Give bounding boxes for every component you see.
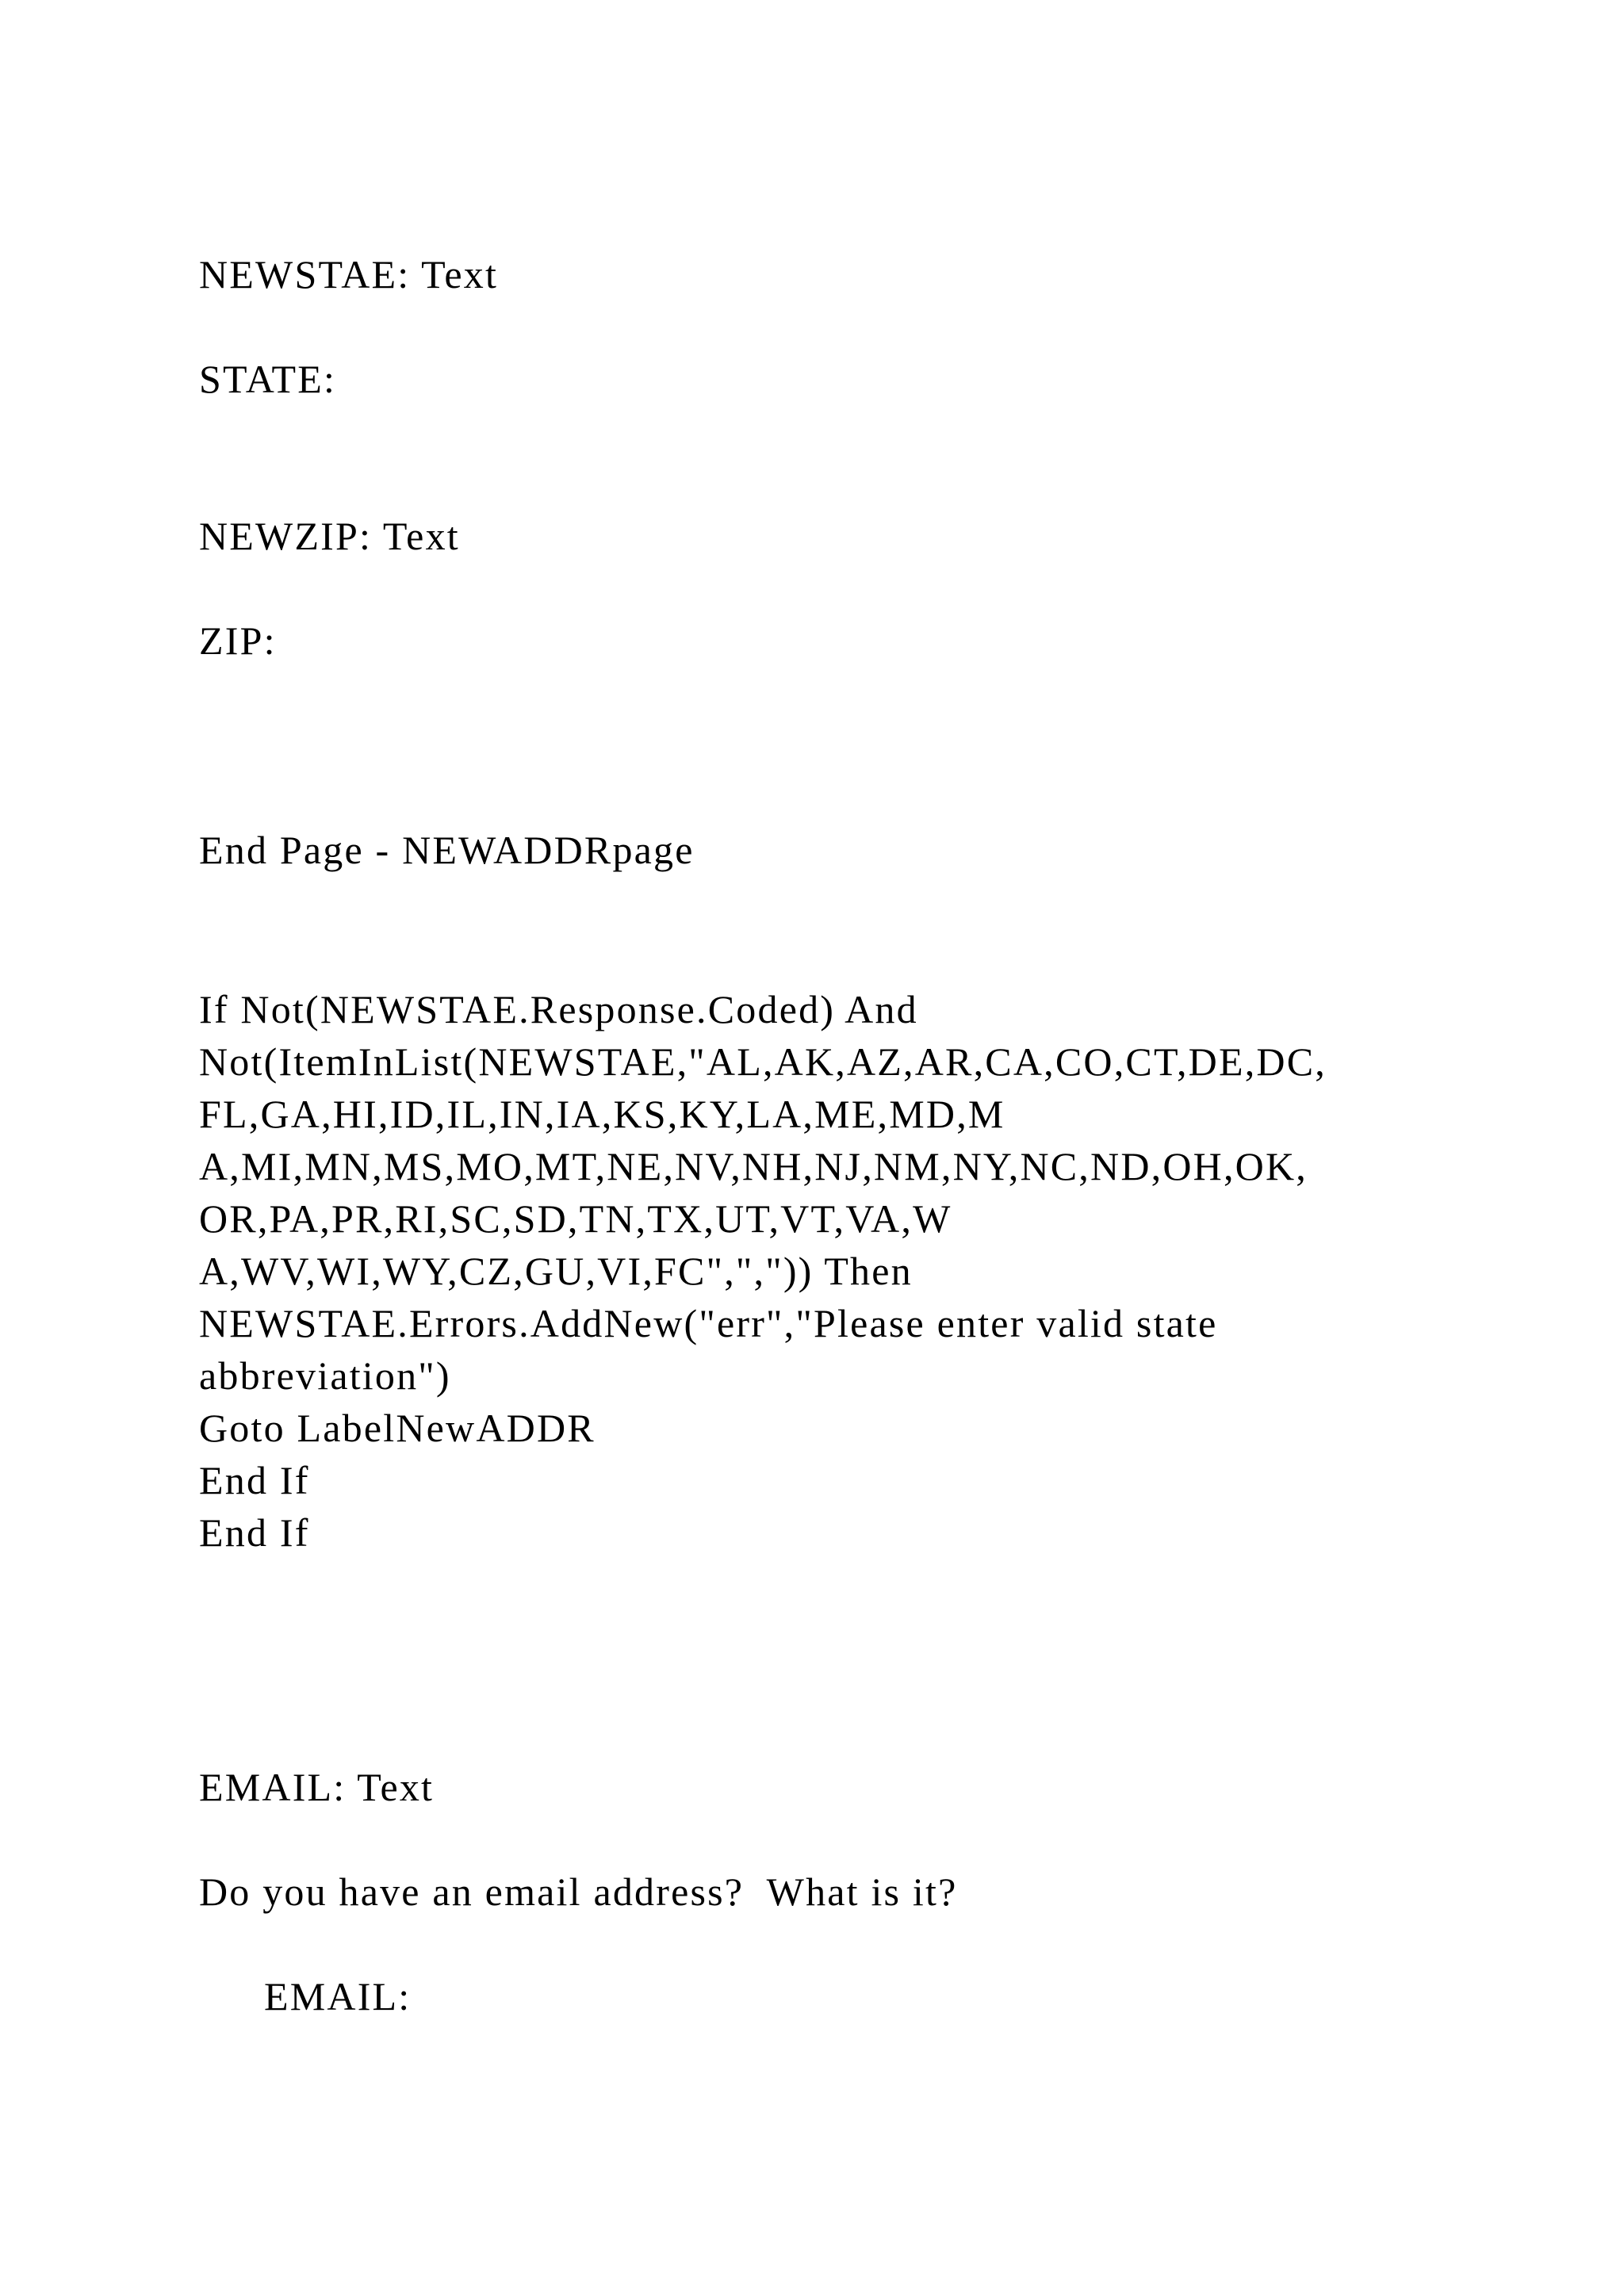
validation-code-block — [199, 983, 1327, 1559]
newzip-header: NEWZIP: Text — [199, 514, 460, 558]
code-line: Goto LabelNewADDR — [199, 1406, 596, 1450]
email-header: EMAIL: Text — [199, 1765, 435, 1809]
code-line: A,MI,MN,MS,MO,MT,NE,NV,NH,NJ,NM,NY,NC,ND,OH,OK, — [199, 1144, 1308, 1188]
code-line: If Not(NEWSTAE.Response.Coded) And — [199, 987, 918, 1031]
code-line: Not(ItemInList(NEWSTAE,"AL,AK,AZ,AR,CA,CO,CT,DE,DC, — [199, 1039, 1327, 1084]
code-line: End If — [199, 1510, 310, 1555]
newstae-header: NEWSTAE: Text — [199, 252, 499, 297]
zip-label: ZIP: — [199, 618, 277, 663]
code-line: End If — [199, 1458, 310, 1502]
code-line: abbreviation") — [199, 1353, 451, 1398]
code-line: NEWSTAE.Errors.AddNew("err","Please enter valid state — [199, 1301, 1218, 1345]
email-question: Do you have an email address? What is it? — [199, 1869, 958, 1914]
code-line: FL,GA,HI,ID,IL,IN,IA,KS,KY,LA,ME,MD,M — [199, 1092, 1005, 1136]
email-label: EMAIL: — [264, 1974, 412, 2019]
code-line: A,WV,WI,WY,CZ,GU,VI,FC",",")) Then — [199, 1249, 913, 1293]
end-page-marker: End Page - NEWADDRpage — [199, 828, 695, 872]
state-label: STATE: — [199, 357, 337, 401]
code-line: OR,PA,PR,RI,SC,SD,TN,TX,UT,VT,VA,W — [199, 1196, 952, 1241]
